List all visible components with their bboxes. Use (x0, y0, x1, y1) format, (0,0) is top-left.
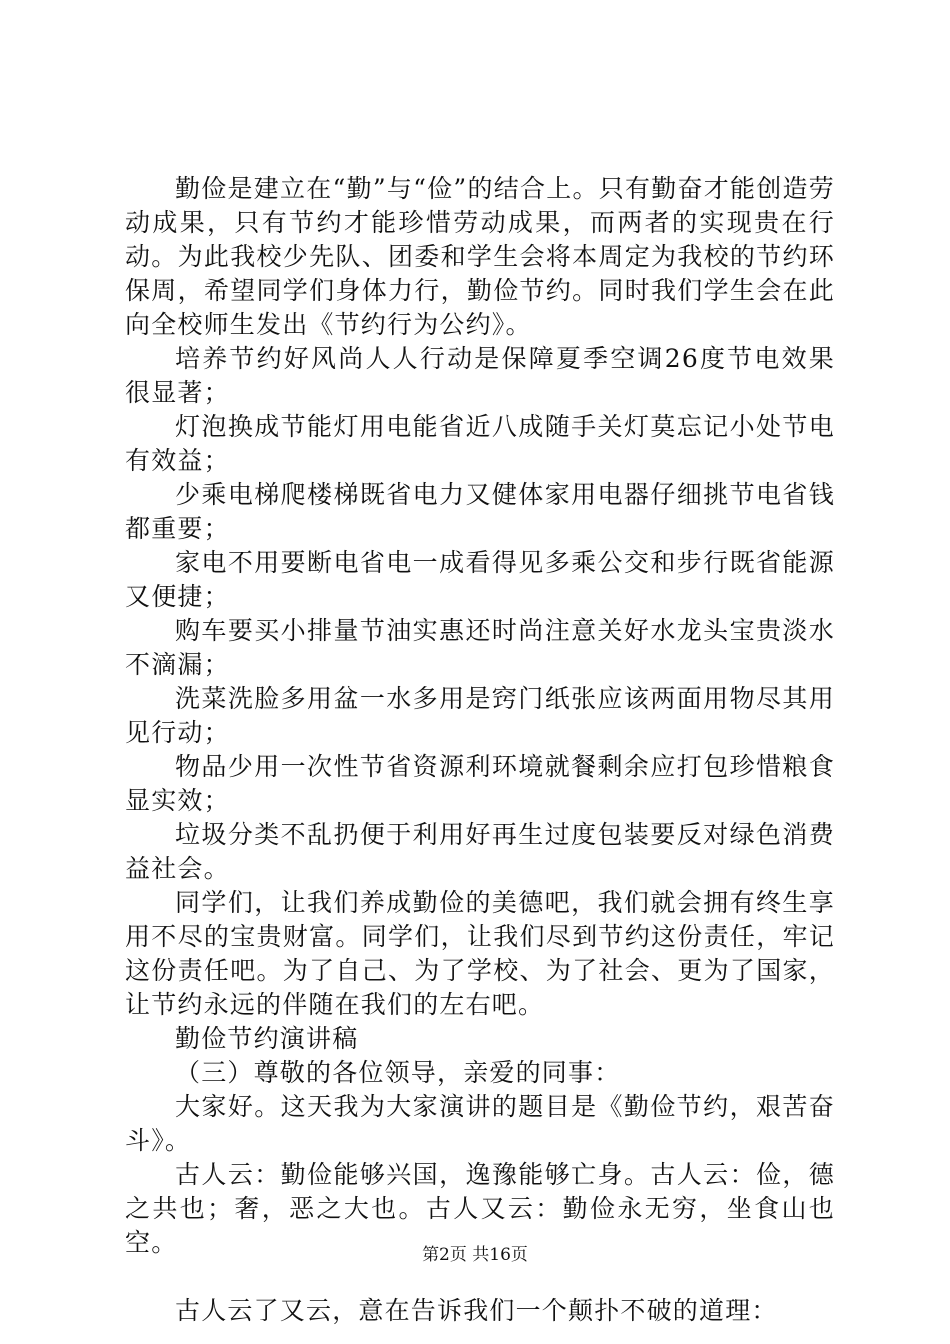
section-title: 勤俭节约演讲稿 (175, 1024, 359, 1053)
pledge-item: 培养节约好风尚人人行动是保障夏季空调26度节电效果很显著； (125, 344, 835, 407)
pledge-item: 少乘电梯爬楼梯既省电力又健体家用电器仔细挑节电省钱都重要； (125, 480, 835, 543)
paragraph-intro: 勤俭是建立在“勤”与“俭”的结合上。只有勤奋才能创造劳动成果，只有节约才能珍惜劳动成果，而两者的实现贵在行动。为此我校少先队、团委和学生会将本周定为我校的节约环保周，希望同学们身体力行，勤俭节约。同时我们学生会在此向全校师生发出《节约行为公约》。 (125, 174, 835, 339)
pledge-item: 购车要买小排量节油实惠还时尚注意关好水龙头宝贵淡水不滴漏； (125, 616, 835, 679)
document-body (125, 172, 835, 1328)
pledge-item: 垃圾分类不乱扔便于利用好再生过度包装要反对绿色消费益社会。 (125, 820, 835, 883)
page-number: 第2页 共16页 (422, 1245, 528, 1265)
paragraph-greeting: 大家好。这天我为大家演讲的题目是《勤俭节约，艰苦奋斗》。 (125, 1092, 835, 1155)
paragraph-quotes: 古人云：勤俭能够兴国，逸豫能够亡身。古人云：俭，德之共也；奢，恶之大也。古人又云：勤俭永无穷，坐食山也空。 (125, 1160, 835, 1257)
paragraph-lead: 古人云了又云，意在告诉我们一个颠扑不破的道理： (175, 1296, 778, 1325)
paragraph-closing: 同学们，让我们养成勤俭的美德吧，我们就会拥有终生享用不尽的宝贵财富。同学们，让我们尽到节约这份责任，牢记这份责任吧。为了自己、为了学校、为了社会、更为了国家，让节约永远的伴随在我们的左右吧。 (125, 888, 835, 1019)
pledge-item: 灯泡换成节能灯用电能省近八成随手关灯莫忘记小处节电有效益； (125, 412, 835, 475)
salutation: （三）尊敬的各位领导，亲爱的同事： (175, 1058, 621, 1087)
pledge-item: 洗菜洗脸多用盆一水多用是窍门纸张应该两面用物尽其用见行动； (125, 684, 835, 747)
pledge-item: 物品少用一次性节省资源利环境就餐剩余应打包珍惜粮食显实效； (125, 752, 835, 815)
pledge-item: 家电不用要断电省电一成看得见多乘公交和步行既省能源又便捷； (125, 548, 835, 611)
